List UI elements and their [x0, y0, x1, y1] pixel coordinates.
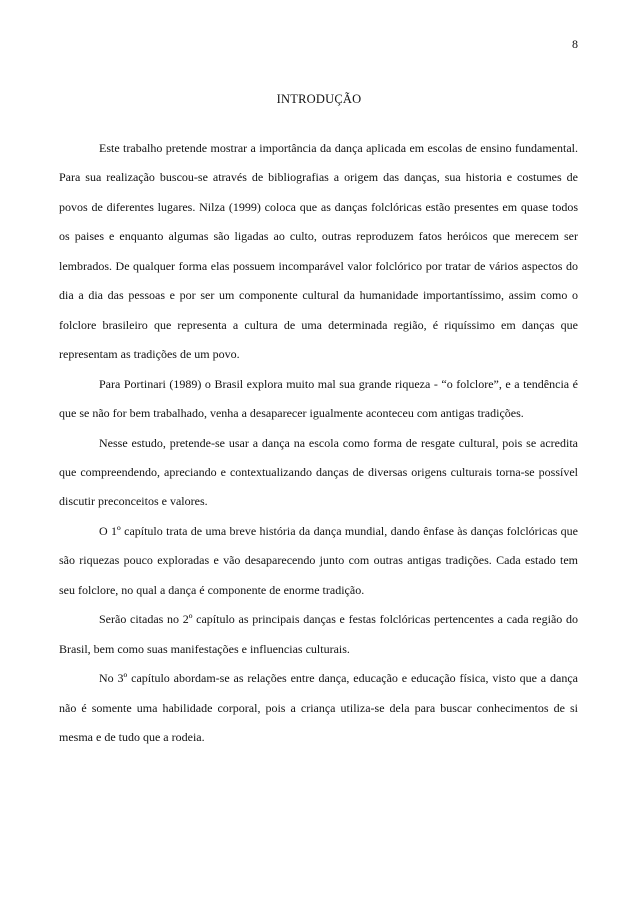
paragraph: O 1º capítulo trata de uma breve história da dança mundial, dando ênfase às danças folclóricas que são riquezas pouco exploradas e vão desaparecendo junto com outras antigas tradições. Cada estado tem seu folclore, no qual a dança é componente de enorme tradição.	[59, 523, 578, 597]
paragraph: Serão citadas no 2º capítulo as principais danças e festas folclóricas pertencentes a cada região do Brasil, bem como suas manifestações e influencias culturais.	[59, 612, 578, 656]
page-number: 8	[572, 37, 578, 51]
paragraph: Este trabalho pretende mostrar a importância da dança aplicada em escolas de ensino fundamental. Para sua realização buscou-se através de bibliografias a origem das danças, sua historia e costumes de povos de diferentes lugares. Nilza (1999) coloca que as danças folclóricas estão presentes em quase todos os paises e enquanto algumas são ligadas ao culto, outras reproduzem fatos heróicos que merecem ser lembrados. De qualquer forma elas possuem incomparável valor folclórico por tratar de vários aspectos do dia a dia das pessoas e por ser um componente cultural da humanidade importantíssimo, assim como o folclore brasileiro que representa a cultura de uma determinada região, é riquíssimo em danças que representam as tradições de um povo.	[59, 141, 578, 362]
body-text	[59, 134, 578, 753]
paragraph: No 3º capítulo abordam-se as relações entre dança, educação e educação física, visto que a dança não é somente uma habilidade corporal, pois a criança utiliza-se dela para buscar conhecimentos de si mesma e de tudo que a rodeia.	[59, 671, 578, 745]
paragraph: Nesse estudo, pretende-se usar a dança na escola como forma de resgate cultural, pois se acredita que compreendendo, apreciando e contextualizando danças de diversas origens culturais torna-se possível discutir preconceitos e valores.	[59, 435, 578, 509]
paragraph: Para Portinari (1989) o Brasil explora muito mal sua grande riqueza - “o folclore”, e a tendência é que se não for bem trabalhado, venha a desaparecer igualmente aconteceu com antigas tradições.	[59, 376, 578, 421]
section-title: INTRODUÇÃO	[276, 92, 362, 106]
